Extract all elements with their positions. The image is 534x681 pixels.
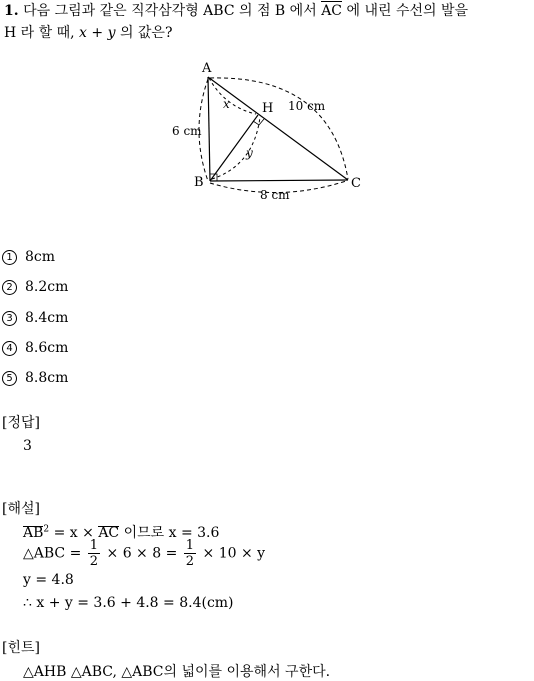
answer-heading: [정답] (2, 415, 40, 431)
label-h: H (262, 101, 274, 116)
choice-3[interactable] (2, 310, 68, 326)
fraction-half-1 (88, 538, 100, 569)
hint-heading: [힌트] (2, 640, 40, 656)
solution-l1-rest: 이므로 x = 3.6 (119, 525, 220, 541)
answer-value: 3 (23, 438, 32, 454)
choice-1-mark: 1 (2, 250, 17, 265)
choice-1[interactable] (2, 249, 55, 265)
choice-4-text: 8.6cm (25, 340, 69, 356)
choice-2-text: 8.2cm (25, 279, 69, 295)
choice-5[interactable] (2, 370, 68, 386)
choice-4[interactable] (2, 340, 68, 356)
choice-2[interactable] (2, 279, 68, 295)
question-line-1 (4, 0, 468, 22)
fraction-1-numerator: 1 (89, 538, 99, 553)
solution-l2-start: △ABC = (23, 545, 82, 562)
choice-5-text: 8.8cm (25, 370, 69, 386)
solution-l2-end: × 10 × y (202, 545, 266, 562)
segment-ac-2: AC (98, 525, 120, 541)
square-exponent: 2 (43, 524, 50, 535)
label-ac-length: 10 cm (288, 99, 326, 113)
question-text-2a: H 라 할 때, (4, 25, 75, 41)
label-y: y (246, 146, 253, 160)
question-line-2 (4, 22, 172, 44)
label-b: B (194, 175, 204, 190)
fraction-1-denominator: 2 (89, 554, 99, 569)
question-text-1a: 다음 그림과 같은 직각삼각형 ABC 의 점 B 에서 (23, 3, 317, 19)
label-ab-length: 6 cm (172, 124, 202, 138)
hint-text: △AHB △ABC, △ABC의 넓이를 이용해서 구한다. (23, 664, 331, 680)
side-bc (210, 180, 348, 181)
side-ac (208, 77, 348, 180)
solution-l2-mid: × 6 × 8 = (106, 545, 178, 562)
choice-5-mark: 5 (2, 371, 17, 386)
solution-line-2 (23, 538, 265, 569)
question-number: 1. (4, 3, 19, 19)
fraction-2-denominator: 2 (185, 554, 195, 569)
fraction-2-numerator: 1 (185, 538, 195, 553)
question-text-2b: 의 값은? (119, 25, 173, 41)
choice-3-mark: 3 (2, 311, 17, 326)
solution-line-4: ∴ x + y = 3.6 + 4.8 = 8.4(cm) (23, 595, 234, 611)
solution-l1-eq: = x × (49, 525, 99, 541)
choice-4-mark: 4 (2, 341, 17, 356)
question-text-1b: 에 내린 수선의 발을 (346, 3, 469, 19)
label-bc-length: 8 cm (260, 188, 290, 202)
side-ab (208, 77, 210, 181)
arc-y (212, 117, 260, 179)
choice-3-text: 8.4cm (25, 310, 69, 326)
triangle-figure (160, 55, 380, 205)
label-c: C (351, 176, 361, 191)
label-x: x (223, 97, 230, 111)
segment-ab: AB (23, 525, 44, 541)
question-expr: x + y (79, 25, 116, 41)
solution-line-3: y = 4.8 (23, 572, 74, 588)
choice-1-text: 8cm (25, 249, 56, 265)
fraction-half-2 (184, 538, 196, 569)
solution-heading: [해설] (2, 501, 40, 517)
label-a: A (202, 61, 212, 76)
segment-ac: AC (321, 0, 342, 22)
choice-2-mark: 2 (2, 280, 17, 295)
